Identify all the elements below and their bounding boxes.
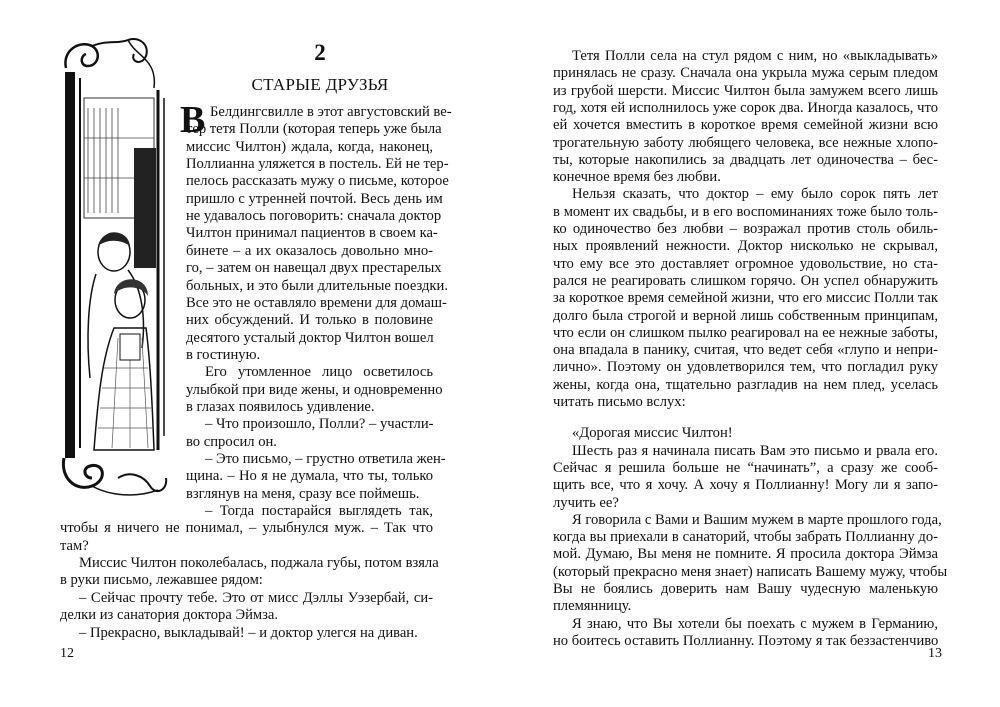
text-line: миссис Чилтон) ждала, когда, наконец, bbox=[186, 138, 433, 155]
page-number: 12 bbox=[60, 646, 74, 661]
text-line: Нельзя сказать, что доктор – ему было сорок пять лет bbox=[572, 186, 938, 203]
text-line: но боитесь оставить Поллианну. Поэтому я так беззастенчиво bbox=[553, 632, 939, 649]
text-line: щина. – Но я не думала, что ты, только bbox=[186, 468, 433, 485]
text-line: Тетя Полли села на стул рядом с ним, но «выкладывать» bbox=[572, 48, 938, 64]
text-line: год, хотя ей исполнилось уже сорок два. Иногда казалось, что bbox=[553, 99, 938, 116]
text-line: конечное время без любви. bbox=[553, 169, 721, 186]
text-line: ей хочется вместить в короткое время семейной жизни всю bbox=[553, 117, 938, 134]
text-line: Поллианна уляжется в постель. Ей не тер- bbox=[186, 156, 449, 173]
text-line: тер тетя Полли (которая теперь уже была bbox=[186, 121, 442, 138]
text-line: взглянув на меня, сразу все поймешь. bbox=[186, 485, 420, 502]
text-line: не удавалось поговорить: сначала доктор bbox=[186, 208, 442, 225]
text-line: трогательную заботу любящего человека, все нежные хлопо- bbox=[553, 134, 938, 151]
text-line: Вы не боялись доверить нам Вашу чудесную маленькую bbox=[553, 581, 938, 597]
text-line: читать письмо вслух: bbox=[553, 394, 686, 410]
text-line: – Прекрасно, выкладывай! – и доктор улегся на диван. bbox=[79, 624, 418, 641]
text-line: когда вы приехали в санаторий, чтобы забрать Поллианну до- bbox=[553, 529, 938, 546]
text-line: – Сейчас прочту тебе. Это от мисс Дэллы Уэзербай, си- bbox=[79, 589, 433, 606]
text-line: (который прекрасно меня знает) написать Вашему мужу, чтобы bbox=[553, 563, 948, 580]
text-line: Его утомленное лицо осветилось bbox=[205, 364, 433, 381]
text-line: го, – затем он навещал двух престарелых bbox=[186, 260, 442, 277]
text-line: рался не реагировать слишком горячо. Он успел обнаружить bbox=[553, 272, 938, 289]
text-line: в гостиную. bbox=[186, 346, 261, 363]
text-line: в момент их свадьбы, и в его воспоминаниях тоже было толь- bbox=[553, 203, 938, 220]
text-line: делки из санатория доктора Эймза. bbox=[60, 607, 279, 624]
text-line: десятого усталый доктор Чилтон вошел bbox=[186, 329, 434, 346]
chapter-illustration bbox=[58, 38, 170, 500]
text-line: лично». Поэтому он удовлетворился тем, что погладил руку bbox=[553, 359, 938, 376]
text-line: племянницу. bbox=[553, 598, 632, 615]
text-line: Я знаю, что Вы хотели бы поехать с мужем в Германию, bbox=[572, 615, 938, 632]
text-line: лучить ее? bbox=[553, 494, 619, 511]
text-line: там? bbox=[60, 537, 89, 554]
chapter-title: СТАРЫЕ ДРУЗЬЯ bbox=[251, 75, 389, 94]
text-line: Все это не оставляло времени для домаш- bbox=[186, 294, 447, 311]
right-page bbox=[500, 0, 1000, 707]
text-line: во спросил он. bbox=[186, 433, 277, 450]
text-line: мой. Думаю, Вы меня не помните. Я просила доктора Эймза bbox=[553, 546, 938, 563]
text-line: принялась не сразу. Сначала она укрыла мужа серым пледом bbox=[553, 65, 938, 82]
text-line: пелось рассказать мужу о письме, которое bbox=[186, 173, 449, 190]
text-line: ных проявлений нежности. Доктор нисколько не скрывал, bbox=[553, 238, 938, 255]
letter-salutation: «Дорогая миссис Чилтон! bbox=[572, 425, 733, 442]
text-line: – Что произошло, Полли? – участли- bbox=[205, 416, 434, 433]
text-line: Шесть раз я начинала писать Вам это письмо и рвала его. bbox=[572, 442, 938, 459]
text-line: них обсуждений. И только в половине bbox=[186, 312, 433, 329]
text-line: Чилтон принимал пациентов в своем ка- bbox=[186, 225, 438, 242]
text-line: Сейчас я решила больше не “начинать”, а сразу же сооб- bbox=[553, 459, 938, 476]
text-line: улыбкой при виде жены, и одновременно bbox=[186, 381, 443, 398]
text-line: долго была строгой и верной лишь собственным принципам, bbox=[553, 307, 938, 324]
text-line: Я говорила с Вами и Вашим мужем в марте прошлого года, bbox=[572, 511, 942, 528]
text-line: в глазах появилось удивление. bbox=[186, 398, 375, 415]
text-line: ко одиночество без любви – возражал против столь обиль- bbox=[553, 221, 938, 237]
text-line: ты, которые накопились за двадцать лет одиночества – бес- bbox=[553, 151, 938, 168]
text-line: – Тогда постарайся выглядеть так, bbox=[205, 503, 433, 520]
text-line: Миссис Чилтон поколебалась, поджала губы, потом взяла bbox=[79, 555, 439, 572]
drop-cap: В bbox=[180, 99, 206, 141]
chapter-number: 2 bbox=[314, 40, 326, 65]
text-line: пришло с утренней почтой. Весь день им bbox=[186, 190, 443, 207]
text-line: она впадала в панику, считая, что ведет себя «глупо и непри- bbox=[553, 342, 938, 359]
text-line: – Это письмо, – грустно ответила жен- bbox=[205, 451, 446, 467]
text-line: что ему все это доставляет огромное удовольствие, но ста- bbox=[553, 255, 938, 272]
text-line: чтобы я ничего не понимал, – улыбнулся муж. – Так что bbox=[60, 520, 433, 537]
text-line: жены, когда она, тщательно разгладив на нем плед, уселась bbox=[553, 376, 938, 393]
text-line: за короткое время семейной жизни, что его миссис Полли так bbox=[553, 290, 938, 307]
text-line: в руки письмо, лежавшее рядом: bbox=[60, 572, 263, 589]
text-line: щить все, что я хочу. А хочу я Поллианну! Могу ли я запо- bbox=[553, 477, 938, 494]
page-number: 13 bbox=[928, 646, 942, 661]
text-line: бинете – а их оказалось довольно мно- bbox=[186, 242, 433, 259]
text-line: что если он слишком пылко реагировал на ее нежные заботы, bbox=[553, 324, 938, 341]
text-line: Белдингсвилле в этот августовский ве- bbox=[210, 104, 452, 120]
text-line: больных, и это были длительные поездки. bbox=[186, 277, 448, 294]
text-line: из грубой шерсти. Миссис Чилтон была замужем всего лишь bbox=[553, 82, 938, 99]
